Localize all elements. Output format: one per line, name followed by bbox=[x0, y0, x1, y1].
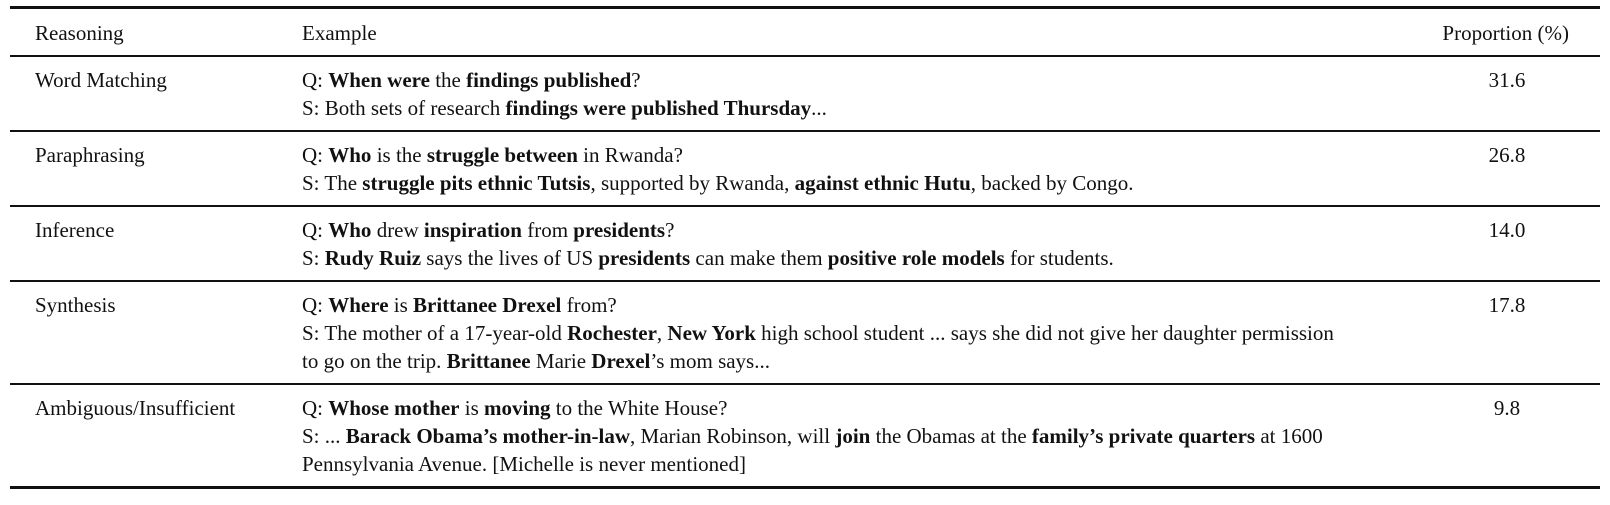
question-line bbox=[302, 216, 1350, 244]
bold-fragment: Drexel bbox=[591, 349, 651, 373]
bold-fragment: moving bbox=[484, 396, 551, 420]
reasoning-table bbox=[10, 6, 1600, 489]
text-fragment: to the White House? bbox=[550, 396, 728, 420]
question-line bbox=[302, 66, 1350, 94]
bold-fragment: findings published bbox=[466, 68, 632, 92]
reasoning-cell: Word Matching bbox=[35, 68, 167, 92]
reasoning-table-container bbox=[10, 6, 1600, 489]
sentence-line bbox=[302, 319, 1350, 375]
bold-fragment: Rochester bbox=[567, 321, 657, 345]
bold-fragment: join bbox=[835, 424, 871, 448]
table-body bbox=[10, 56, 1600, 488]
text-fragment: is bbox=[459, 396, 484, 420]
text-fragment: S: Both sets of research bbox=[302, 96, 506, 120]
text-fragment: is bbox=[388, 293, 414, 317]
bold-fragment: Who bbox=[328, 218, 372, 242]
bold-fragment: findings were published Thursday bbox=[505, 96, 812, 120]
header-reasoning: Reasoning bbox=[35, 21, 124, 45]
text-fragment: , backed by Congo. bbox=[970, 171, 1134, 195]
text-fragment: high school student ... says she did not give her daughter permission to go on the trip. bbox=[302, 321, 1334, 373]
text-fragment: , Marian Robinson, will bbox=[630, 424, 836, 448]
proportion-cell: 26.8 bbox=[1488, 143, 1526, 167]
bold-fragment: against ethnic Hutu bbox=[794, 171, 971, 195]
proportion-cell: 9.8 bbox=[1493, 396, 1521, 420]
text-fragment: , bbox=[656, 321, 668, 345]
question-line bbox=[302, 141, 1350, 169]
text-fragment: , supported by Rwanda, bbox=[590, 171, 795, 195]
bold-fragment: Where bbox=[328, 293, 389, 317]
text-fragment: ? bbox=[665, 218, 675, 242]
reasoning-cell: Paraphrasing bbox=[35, 143, 145, 167]
sentence-line bbox=[302, 169, 1350, 197]
bold-fragment: Rudy Ruiz bbox=[324, 246, 422, 270]
text-fragment: S: ... bbox=[302, 424, 346, 448]
reasoning-cell: Inference bbox=[35, 218, 115, 242]
table-row bbox=[10, 206, 1600, 281]
bold-fragment: struggle between bbox=[426, 143, 578, 167]
bold-fragment: Barack Obama’s mother-in-law bbox=[345, 424, 631, 448]
example-cell bbox=[286, 384, 1356, 488]
text-fragment: is the bbox=[371, 143, 427, 167]
table-header bbox=[10, 8, 1600, 57]
bold-fragment: New York bbox=[667, 321, 756, 345]
proportion-cell: 31.6 bbox=[1488, 68, 1526, 92]
text-fragment: the bbox=[429, 68, 467, 92]
text-fragment: Q: bbox=[302, 293, 329, 317]
text-fragment: ? bbox=[631, 68, 641, 92]
text-fragment: from? bbox=[561, 293, 617, 317]
text-fragment: Q: bbox=[302, 396, 329, 420]
table-row bbox=[10, 56, 1600, 131]
sentence-line bbox=[302, 422, 1350, 478]
example-cell bbox=[286, 281, 1356, 384]
text-fragment: Marie bbox=[530, 349, 592, 373]
text-fragment: can make them bbox=[690, 246, 828, 270]
bold-fragment: struggle pits ethnic Tutsis bbox=[362, 171, 591, 195]
bold-fragment: positive role models bbox=[827, 246, 1005, 270]
text-fragment: says the lives of US bbox=[421, 246, 599, 270]
text-fragment: ... bbox=[811, 96, 827, 120]
reasoning-cell: Ambiguous/Insufficient bbox=[35, 396, 236, 420]
header-example: Example bbox=[302, 21, 377, 45]
question-line bbox=[302, 291, 1350, 319]
text-fragment: Q: bbox=[302, 143, 329, 167]
example-cell bbox=[286, 206, 1356, 281]
proportion-cell: 14.0 bbox=[1488, 218, 1526, 242]
sentence-line bbox=[302, 244, 1350, 272]
question-line bbox=[302, 394, 1350, 422]
bold-fragment: Who bbox=[328, 143, 372, 167]
bold-fragment: presidents bbox=[598, 246, 691, 270]
text-fragment: for students. bbox=[1004, 246, 1114, 270]
text-fragment: the Obamas at the bbox=[870, 424, 1032, 448]
text-fragment: S: The mother of a 17-year-old bbox=[302, 321, 568, 345]
header-row bbox=[10, 8, 1600, 57]
bold-fragment: When were bbox=[328, 68, 430, 92]
text-fragment: S: The bbox=[302, 171, 363, 195]
text-fragment: from bbox=[521, 218, 574, 242]
bold-fragment: Brittanee bbox=[446, 349, 531, 373]
text-fragment: Q: bbox=[302, 68, 329, 92]
text-fragment: drew bbox=[371, 218, 424, 242]
table-row bbox=[10, 384, 1600, 488]
bold-fragment: inspiration bbox=[423, 218, 522, 242]
bold-fragment: presidents bbox=[573, 218, 666, 242]
text-fragment: ’s mom says... bbox=[650, 349, 770, 373]
example-cell bbox=[286, 56, 1356, 131]
table-row bbox=[10, 281, 1600, 384]
text-fragment: in Rwanda? bbox=[577, 143, 683, 167]
text-fragment: at 1600 Pennsylvania Avenue. [Michelle is never mentioned] bbox=[302, 424, 1323, 476]
reasoning-cell: Synthesis bbox=[35, 293, 116, 317]
bold-fragment: family’s private quarters bbox=[1031, 424, 1256, 448]
header-proportion: Proportion (%) bbox=[1442, 21, 1569, 45]
bold-fragment: Brittanee Drexel bbox=[413, 293, 562, 317]
table-row bbox=[10, 131, 1600, 206]
bold-fragment: Whose mother bbox=[328, 396, 460, 420]
text-fragment: S: bbox=[302, 246, 325, 270]
example-cell bbox=[286, 131, 1356, 206]
text-fragment: Q: bbox=[302, 218, 329, 242]
proportion-cell: 17.8 bbox=[1488, 293, 1526, 317]
sentence-line bbox=[302, 94, 1350, 122]
